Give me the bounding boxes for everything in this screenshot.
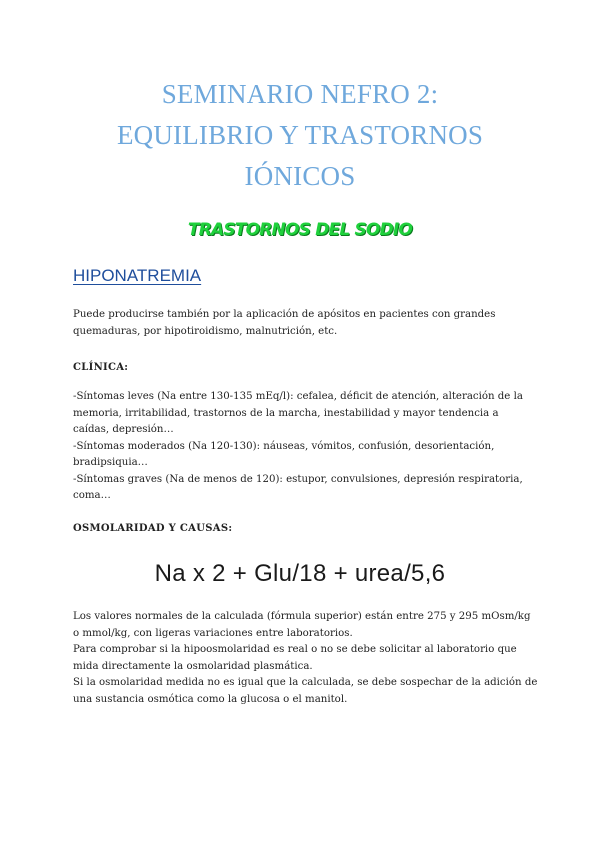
osmolaridad-paragraph (73, 609, 538, 708)
osmolaridad-label: OSMOLARIDAD Y CAUSAS: (73, 523, 233, 534)
title-line-2: EQUILIBRIO Y TRASTORNOS (116, 120, 484, 150)
osmolarity-formula: Na x 2 + Glu/18 + urea/5,6 (154, 560, 446, 587)
text-line: mida directamente la osmolaridad plasmática. (73, 660, 313, 672)
text-line: -Síntomas moderados (Na 120-130): náuseas, vómitos, confusión, desorientación, (73, 440, 495, 452)
document-title (40, 74, 560, 197)
text-line: memoria, irritabilidad, trastornos de la marcha, inestabilidad y mayor tendencia a (73, 407, 499, 419)
title-line-3: IÓNICOS (244, 161, 356, 191)
clinica-paragraph (73, 389, 535, 505)
text-line: quemaduras, por hipotiroidismo, malnutrición, etc. (73, 325, 338, 337)
text-line: o mmol/kg, con ligeras variaciones entre laboratorios. (73, 627, 353, 639)
text-line: una sustancia osmótica como la glucosa o el manitol. (73, 693, 348, 705)
text-line: caídas, depresión… (73, 424, 174, 435)
text-line: Puede producirse también por la aplicación de apósitos en pacientes con grandes (73, 309, 496, 320)
text-line: Si la osmolaridad medida no es igual que la calculada, se debe sospechar de la adición de (73, 677, 538, 688)
text-line: coma… (73, 490, 111, 501)
section-subtitle: TRASTORNOS DEL SODIO (187, 220, 413, 240)
text-line: Para comprobar si la hipoosmolaridad es real o no se debe solicitar al laboratorio que (73, 644, 517, 655)
section-heading: HIPONATREMIA (73, 266, 202, 285)
text-line: bradipsiquia… (73, 457, 148, 468)
text-line: Los valores normales de la calculada (fórmula superior) están entre 275 y 295 mOsm/kg (73, 611, 531, 622)
text-line: -Síntomas graves (Na de menos de 120): estupor, convulsiones, depresión respiratoria, (73, 473, 523, 485)
title-line-1: SEMINARIO NEFRO 2: (161, 79, 439, 109)
intro-paragraph (73, 307, 535, 340)
text-line: -Síntomas leves (Na entre 130-135 mEq/l): cefalea, déficit de atención, alteración de la (73, 391, 523, 402)
clinica-label: CLÍNICA: (73, 362, 129, 373)
